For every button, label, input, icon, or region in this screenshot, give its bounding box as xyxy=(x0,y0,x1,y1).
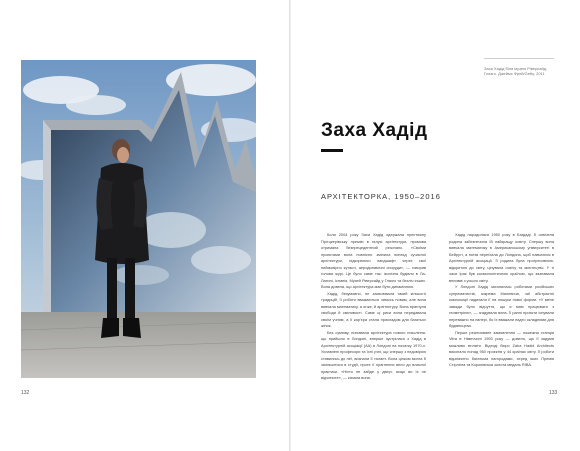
body-column-1 xyxy=(321,232,426,382)
photo-credit: Заха Хадід біля музею Ріверсайд, Глазго. Джеймс Фрей/Getty, 2011 xyxy=(484,66,548,76)
paragraph: Хадід, безумовно, не засвоювала такий кількості традицій, її роботи вважаються чимось новим, але вона вивчала математику, а отже, й архітектуру. Вона прагнула свободи й сміливості. Саме ці риси вона передавала своїм учням, а її кар'єра стала прикладом для багатьох жінок. xyxy=(321,290,426,328)
portrait-photo xyxy=(21,60,256,378)
left-page-number: 132 xyxy=(21,390,30,396)
credit-divider xyxy=(484,58,554,59)
photo-illustration xyxy=(21,60,256,378)
right-page-number: 133 xyxy=(549,390,558,396)
body-column-2 xyxy=(449,232,554,369)
paragraph: Коли 2004 року Заха Хадід одержала престижну Прітцкерівську премію в галузі архітектури, промова отримала безпрецедентний резонанс. «Своїми проєктами вона повністю змінила вигляд сучасної архітектури, підкорюючи ландшафт через свої неймовірно кутасті, аеродинамічні споруди», — говорив голова журі. Це було саме так: іконічна будівля в Ла-Латині, Іспанія, Музей Ріверсайд у Глазго та безліч інших. Вона довела, що архітектура має бути динамічною. xyxy=(321,232,426,289)
title-underline xyxy=(321,149,343,152)
chapter-title: Заха Хадід xyxy=(321,120,428,141)
paragraph: У Лондоні Хадід захопилась роботами російських супрематистів, зокрема Малевича, чиї абстрактні композиції надихали її на пошуки нової форми. «У мене завжди було відчуття, що я маю працювати з геометрією», — згадувала вона. Її ранні проєкти існували переважно на папері, бо їх вважали надто складними для будівництва. xyxy=(449,284,554,328)
paragraph: Хадід народилася 1950 року в Багдаді. Її освічена родина забезпечила їй найкращу освіту. Спершу вона вивчала математику в Американському університеті в Бейруті, а потім переїхала до Лондона, щоб навчатися в Архітектурній асоціації. Її родина була прогресивною, відкритою до світу, цінувала освіту та мистецтво. У ті часи Ірак був космополітичною країною, що зазнавала впливів з усього світу. xyxy=(449,232,554,283)
chapter-subtitle: АРХІТЕКТОРКА, 1950–2016 xyxy=(321,192,441,201)
paragraph: Без сумніву, пізнавана архітектура нового покоління, що прийшло в Лондоні, вперше зустрілася з Хадід в Архітектурній асоціації (АА) в Лондоні на початку 1970-х. Уславлені професори та їхні учні, що спершу з недовірою ставились до неї, визнали її талант. Вона цілком могла б залишитися в студії, проте її прагнення вело до власної практики. «Ніхто не зайде у двері, якщо ви їх не відчините», — казала вона. xyxy=(321,329,426,380)
page-gutter xyxy=(289,0,291,451)
paragraph: Перше реалізоване замовлення — пожежна станція Vitra в Німеччині 1993 року — довело, що її задуми можливо втілити. Відтоді бюро Zaha Hadid Architects виконало понад 950 проєктів у 44 країнах світу. Її роботи відзначено багатьма нагородами, серед яких Премія Стірлінга та Королівська золота медаль RIBA. xyxy=(449,329,554,367)
